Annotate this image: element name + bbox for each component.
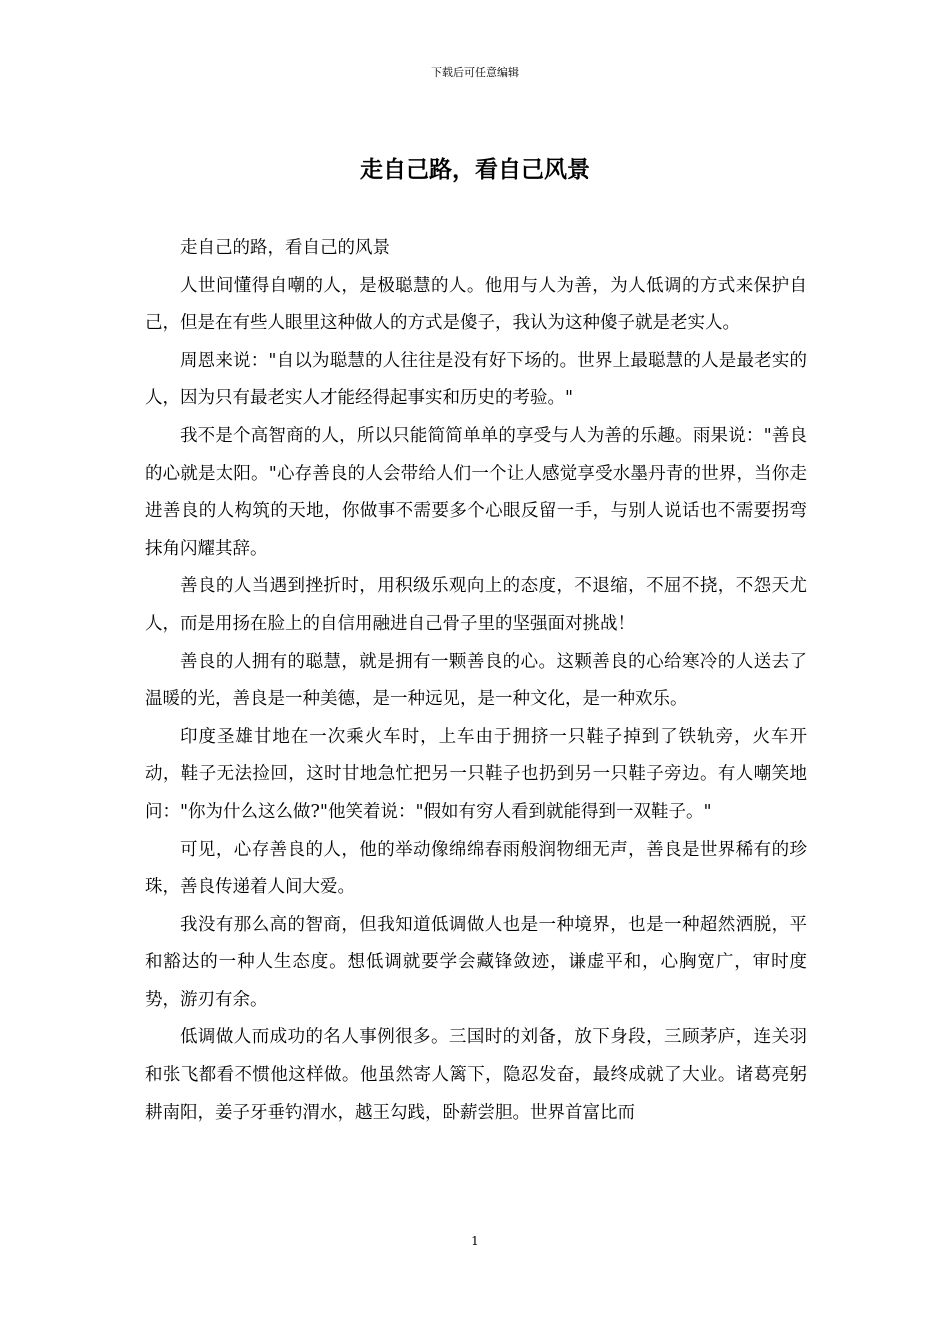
- paragraph: 人世间懂得自嘲的人，是极聪慧的人。他用与人为善，为人低调的方式来保护自己，但是在有些人眼里这种做人的方式是傻子，我认为这种傻子就是老实人。: [145, 275, 807, 334]
- page-number: 1: [471, 1234, 479, 1248]
- document-title: 走自己路，看自己风景: [360, 156, 590, 183]
- paragraph: 可见，心存善良的人，他的举动像绵绵春雨般润物细无声，善良是世界稀有的珍珠，善良传递着人间大爱。: [145, 839, 807, 898]
- paragraph: 善良的人拥有的聪慧，就是拥有一颗善良的心。这颗善良的心给寒冷的人送去了温暖的光，善良是一种美德，是一种远见，是一种文化，是一种欢乐。: [145, 651, 807, 710]
- paragraph: 善良的人当遇到挫折时，用积级乐观向上的态度，不退缩，不屈不挠，不怨天尤人，而是用扬在脸上的自信用融进自己骨子里的坚强面对挑战！: [145, 576, 807, 634]
- paragraph: 印度圣雄甘地在一次乘火车时，上车由于拥挤一只鞋子掉到了铁轨旁，火车开动，鞋子无法捡回，这时甘地急忙把另一只鞋子也扔到另一只鞋子旁边。有人嘲笑地问："你为什么这么做?"他笑着说："假如有穷人看到就能得到一双鞋子。": [145, 726, 807, 822]
- paragraph: 周恩来说："自以为聪慧的人往往是没有好下场的。世界上最聪慧的人是最老实的人，因为只有最老实人才能经得起事实和历史的考验。": [145, 350, 807, 409]
- paragraph: 我不是个高智商的人，所以只能简简单单的享受与人为善的乐趣。雨果说："善良的心就是太阳。"心存善良的人会带给人们一个让人感觉享受水墨丹青的世界，当你走进善良的人构筑的天地，你做事不需要多个心眼反留一手，与别人说话也不需要拐弯抹角闪耀其辞。: [145, 425, 807, 559]
- page-header: 下载后可任意编辑: [431, 66, 519, 79]
- document-body: [145, 230, 807, 1132]
- paragraph: 低调做人而成功的名人事例很多。三国时的刘备，放下身段，三顾茅庐，连关羽和张飞都看不惯他这样做。他虽然寄人篱下，隐忍发奋，最终成就了大业。诸葛亮躬耕南阳，姜子牙垂钓渭水，越王勾践，卧薪尝胆。世界首富比而: [145, 1027, 807, 1123]
- paragraph: 走自己的路，看自己的风景: [180, 238, 390, 258]
- paragraph: 我没有那么高的智商，但我知道低调做人也是一种境界，也是一种超然洒脱，平和豁达的一种人生态度。想低调就要学会藏锋敛迹，谦虚平和，心胸宽广，审时度势，游刃有余。: [145, 914, 807, 1010]
